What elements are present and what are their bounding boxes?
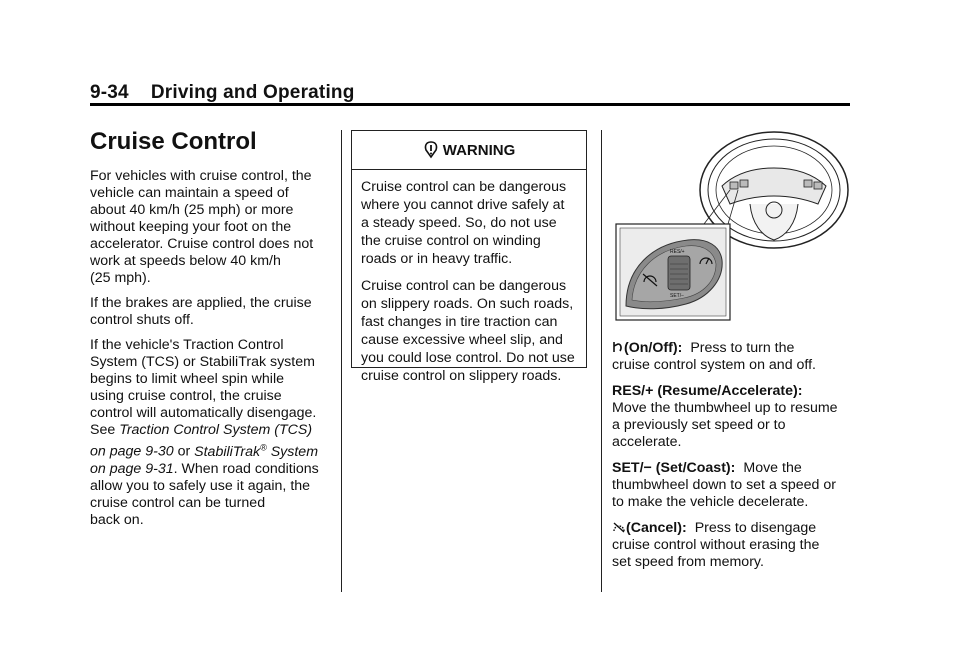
text-line: Press to turn the <box>690 340 795 356</box>
stabilitrak-link[interactable] <box>194 444 318 460</box>
set-description <box>612 460 857 511</box>
text-line: using cruise control, the cruise <box>90 388 282 404</box>
text-line: cruise control system on and off. <box>612 357 816 373</box>
or-text: or <box>177 443 191 460</box>
cancel-icon <box>612 520 626 534</box>
warning-paragraph-2 <box>361 277 577 385</box>
warning-box <box>351 130 587 384</box>
text-line: For vehicles with cruise control, the <box>90 168 312 184</box>
header-text <box>90 82 355 103</box>
text-line: Press to disengage <box>694 520 817 536</box>
text-line: (25 mph). <box>90 270 151 286</box>
text-line: If the vehicle's Traction Control <box>90 337 284 353</box>
steering-wheel-illustration <box>612 128 852 328</box>
cruise-onoff-icon <box>612 340 624 354</box>
warning-paragraph-1 <box>361 178 577 268</box>
section-title: Driving and Operating <box>150 82 355 103</box>
header-rule <box>90 103 850 106</box>
text-line: without keeping your foot on the <box>90 219 292 235</box>
text-line: a steady speed. So, do not use <box>361 215 557 231</box>
column-1 <box>90 128 330 537</box>
set-label: SET/− <box>670 293 685 299</box>
text-line: cause excessive wheel slip, and <box>361 332 563 348</box>
text-line: Cruise control can be dangerous <box>361 278 567 294</box>
text-line: the cruise control on winding <box>361 233 541 249</box>
tcs-paragraph <box>90 337 330 529</box>
text-line: cruise control without erasing the <box>612 537 820 553</box>
see-text: See <box>90 422 116 438</box>
cancel-description <box>612 520 857 571</box>
text-line: Move the thumbwheel up to resume <box>612 400 838 416</box>
text-line: thumbwheel down to set a speed or <box>612 477 836 493</box>
text-line: allow you to safely use it again, the <box>90 477 311 494</box>
text-line: accelerate. <box>612 434 682 450</box>
warning-label: WARNING <box>442 141 516 159</box>
stabilitrak-page-ref[interactable]: on page 9-31 <box>90 460 174 477</box>
onoff-label: (On/Off): <box>624 340 683 356</box>
text-line: accelerator. Cruise control does not <box>90 236 314 252</box>
text-fragment: . When road conditions <box>173 460 319 477</box>
page-title: Cruise Control <box>90 128 257 155</box>
warning-body <box>352 170 586 385</box>
warning-icon <box>423 140 439 160</box>
page-number: 9-34 <box>90 82 129 103</box>
tcs-link[interactable]: Traction Control System (TCS) <box>119 422 313 438</box>
registered-mark: ® <box>260 442 267 452</box>
set-heading: SET/− (Set/Coast): <box>612 460 736 476</box>
column-divider-left <box>341 130 342 592</box>
column-divider-right <box>601 130 602 592</box>
text-line: you could lose control. Do not use <box>361 350 575 366</box>
text-line: vehicle can maintain a speed of <box>90 185 289 201</box>
text-line: roads or in heavy traffic. <box>361 251 513 267</box>
text-line: to make the vehicle decelerate. <box>612 494 809 510</box>
text-line: where you cannot drive safely at <box>361 197 565 213</box>
cruise-controls-inset <box>616 224 730 320</box>
warning-header <box>352 131 586 170</box>
text-line: on slippery roads. On such roads, <box>361 296 574 312</box>
text-line: cruise control on slippery roads. <box>361 368 562 384</box>
text-line: back on. <box>90 511 144 528</box>
text-line: begins to limit wheel spin while <box>90 371 284 387</box>
text-line: about 40 km/h (25 mph) or more <box>90 202 294 218</box>
text-line: control shuts off. <box>90 312 194 328</box>
text-line: If the brakes are applied, the cruise <box>90 295 312 311</box>
res-description <box>612 383 857 451</box>
tcs-page-ref[interactable]: on page 9-30 <box>90 443 174 460</box>
brakes-paragraph <box>90 295 330 329</box>
text-line: a previously set speed or to <box>612 417 786 433</box>
column-3 <box>612 340 857 580</box>
res-heading: RES/+ (Resume/Accelerate): <box>612 383 803 399</box>
intro-paragraph <box>90 168 330 287</box>
text-line: work at speeds below 40 km/h <box>90 253 281 269</box>
text-line: System (TCS) or StabiliTrak system <box>90 354 315 370</box>
onoff-description <box>612 340 857 374</box>
text-line: Cruise control can be dangerous <box>361 179 567 195</box>
text-line: fast changes in tire traction can <box>361 314 558 330</box>
cancel-label: (Cancel): <box>626 520 687 536</box>
stabilitrak-name: StabiliTrak <box>194 443 261 460</box>
page-header <box>90 82 850 104</box>
stabilitrak-system: System <box>270 443 319 460</box>
res-label: RES/+ <box>670 249 685 255</box>
text-line: control will automatically disengage. <box>90 405 317 421</box>
text-line: Move the <box>743 460 802 476</box>
text-line: cruise control can be turned <box>90 494 266 511</box>
text-line: set speed from memory. <box>612 554 764 570</box>
